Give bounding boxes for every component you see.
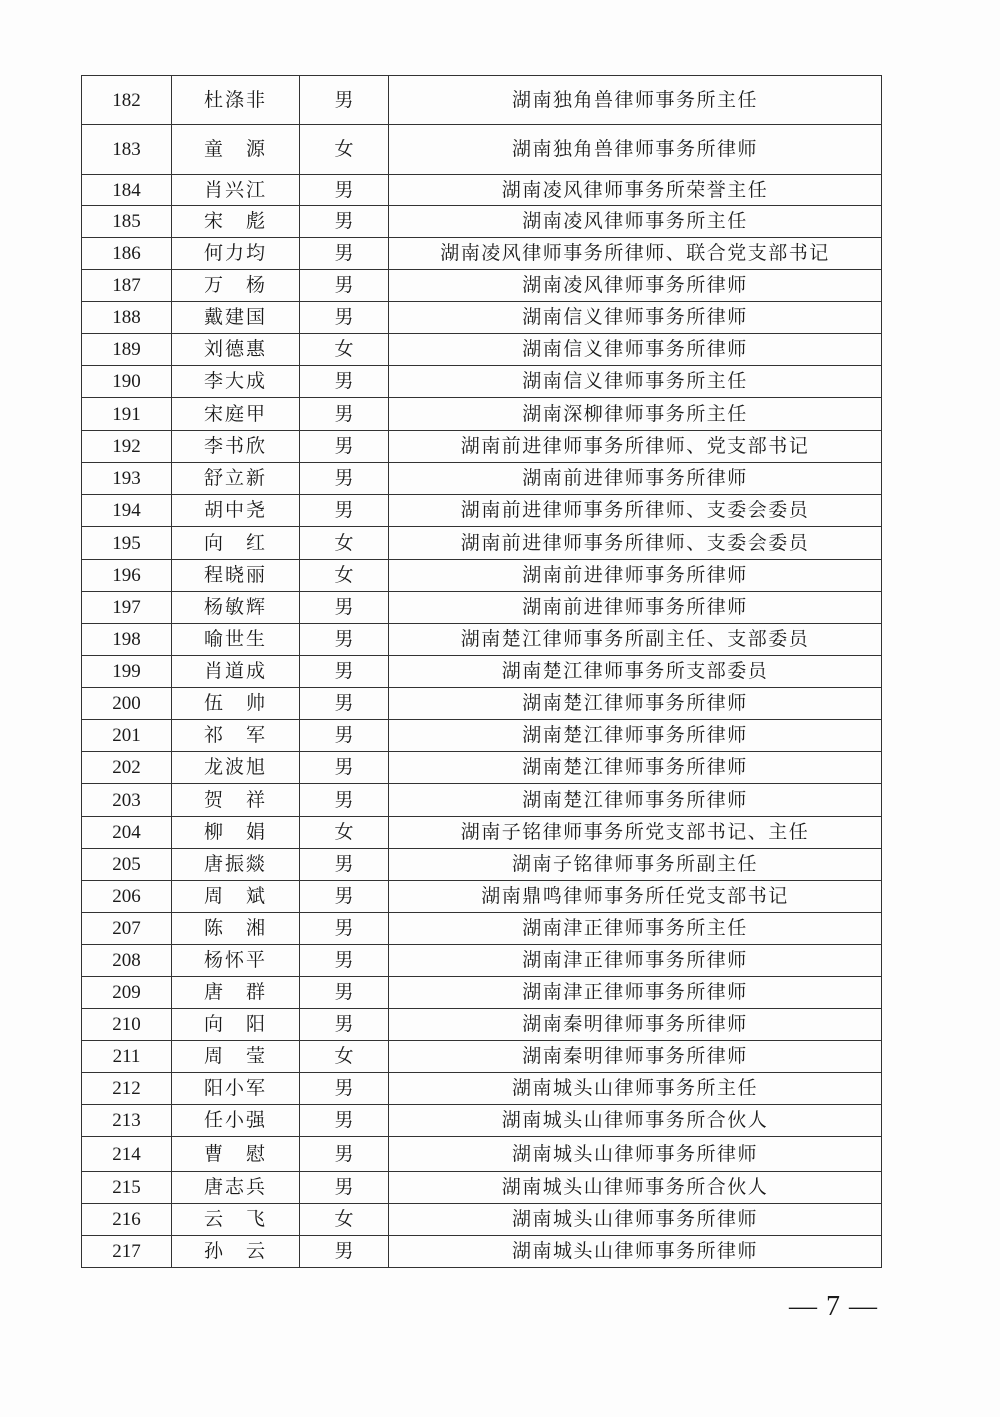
gender: 男 bbox=[300, 784, 389, 817]
table-row bbox=[82, 1172, 882, 1204]
person-name: 喻世生 bbox=[172, 624, 300, 656]
gender: 男 bbox=[300, 302, 389, 334]
position-title: 湖南前进律师事务所律师、支委会委员 bbox=[389, 495, 882, 527]
row-number: 207 bbox=[82, 913, 172, 945]
position-title: 湖南信义律师事务所律师 bbox=[389, 334, 882, 366]
gender: 男 bbox=[300, 881, 389, 913]
person-name: 童 源 bbox=[172, 125, 300, 175]
gender: 男 bbox=[300, 1137, 389, 1172]
position-title: 湖南津正律师事务所律师 bbox=[389, 977, 882, 1009]
position-title: 湖南独角兽律师事务所主任 bbox=[389, 76, 882, 125]
gender: 男 bbox=[300, 688, 389, 720]
position-title: 湖南前进律师事务所律师 bbox=[389, 463, 882, 495]
person-name: 肖道成 bbox=[172, 656, 300, 688]
position-title: 湖南楚江律师事务所律师 bbox=[389, 720, 882, 752]
row-number: 197 bbox=[82, 592, 172, 624]
person-name: 李书欣 bbox=[172, 431, 300, 463]
gender: 女 bbox=[300, 334, 389, 366]
person-name: 唐 群 bbox=[172, 977, 300, 1009]
person-name: 刘德惠 bbox=[172, 334, 300, 366]
table-row bbox=[82, 688, 882, 720]
gender: 男 bbox=[300, 398, 389, 431]
person-name: 万 杨 bbox=[172, 270, 300, 302]
person-name: 舒立新 bbox=[172, 463, 300, 495]
table-row bbox=[82, 302, 882, 334]
person-name: 唐志兵 bbox=[172, 1172, 300, 1204]
person-name: 杨敏辉 bbox=[172, 592, 300, 624]
person-name: 宋 彪 bbox=[172, 206, 300, 238]
table-row bbox=[82, 752, 882, 784]
row-number: 187 bbox=[82, 270, 172, 302]
gender: 女 bbox=[300, 125, 389, 175]
row-number: 192 bbox=[82, 431, 172, 463]
table-row bbox=[82, 238, 882, 270]
row-number: 190 bbox=[82, 366, 172, 398]
person-name: 周 斌 bbox=[172, 881, 300, 913]
person-name: 阳小军 bbox=[172, 1073, 300, 1105]
position-title: 湖南秦明律师事务所律师 bbox=[389, 1009, 882, 1041]
gender: 男 bbox=[300, 752, 389, 784]
person-name: 柳 娟 bbox=[172, 817, 300, 849]
person-name: 云 飞 bbox=[172, 1204, 300, 1236]
row-number: 193 bbox=[82, 463, 172, 495]
gender: 男 bbox=[300, 1236, 389, 1268]
table-row bbox=[82, 334, 882, 366]
row-number: 189 bbox=[82, 334, 172, 366]
gender: 男 bbox=[300, 431, 389, 463]
gender: 女 bbox=[300, 560, 389, 592]
position-title: 湖南子铭律师事务所党支部书记、主任 bbox=[389, 817, 882, 849]
row-number: 200 bbox=[82, 688, 172, 720]
table-row bbox=[82, 398, 882, 431]
gender: 男 bbox=[300, 206, 389, 238]
table-row bbox=[82, 720, 882, 752]
table-row bbox=[82, 1137, 882, 1172]
gender: 男 bbox=[300, 977, 389, 1009]
row-number: 216 bbox=[82, 1204, 172, 1236]
row-number: 217 bbox=[82, 1236, 172, 1268]
person-name: 杜涤非 bbox=[172, 76, 300, 125]
row-number: 212 bbox=[82, 1073, 172, 1105]
person-name: 曹 慰 bbox=[172, 1137, 300, 1172]
person-name: 陈 湘 bbox=[172, 913, 300, 945]
position-title: 湖南鼎鸣律师事务所任党支部书记 bbox=[389, 881, 882, 913]
gender: 男 bbox=[300, 624, 389, 656]
position-title: 湖南凌风律师事务所律师 bbox=[389, 270, 882, 302]
table-row bbox=[82, 592, 882, 624]
person-name: 伍 帅 bbox=[172, 688, 300, 720]
gender: 男 bbox=[300, 463, 389, 495]
position-title: 湖南城头山律师事务所律师 bbox=[389, 1204, 882, 1236]
row-number: 194 bbox=[82, 495, 172, 527]
table-row bbox=[82, 366, 882, 398]
table-row bbox=[82, 1105, 882, 1137]
gender: 男 bbox=[300, 366, 389, 398]
gender: 男 bbox=[300, 849, 389, 881]
table-row bbox=[82, 495, 882, 527]
person-name: 唐振燚 bbox=[172, 849, 300, 881]
gender: 男 bbox=[300, 945, 389, 977]
row-number: 210 bbox=[82, 1009, 172, 1041]
page-number: — 7 — bbox=[789, 1291, 878, 1322]
gender: 女 bbox=[300, 1041, 389, 1073]
person-name: 宋庭甲 bbox=[172, 398, 300, 431]
position-title: 湖南凌风律师事务所荣誉主任 bbox=[389, 175, 882, 206]
table-row bbox=[82, 1236, 882, 1268]
table-row bbox=[82, 463, 882, 495]
gender: 男 bbox=[300, 238, 389, 270]
gender: 男 bbox=[300, 270, 389, 302]
row-number: 204 bbox=[82, 817, 172, 849]
table-row bbox=[82, 270, 882, 302]
row-number: 188 bbox=[82, 302, 172, 334]
gender: 男 bbox=[300, 1172, 389, 1204]
position-title: 湖南前进律师事务所律师、支委会委员 bbox=[389, 527, 882, 560]
row-number: 202 bbox=[82, 752, 172, 784]
gender: 女 bbox=[300, 1204, 389, 1236]
person-name: 向 红 bbox=[172, 527, 300, 560]
position-title: 湖南楚江律师事务所律师 bbox=[389, 688, 882, 720]
table-row bbox=[82, 913, 882, 945]
position-title: 湖南秦明律师事务所律师 bbox=[389, 1041, 882, 1073]
gender: 男 bbox=[300, 175, 389, 206]
position-title: 湖南独角兽律师事务所律师 bbox=[389, 125, 882, 175]
row-number: 182 bbox=[82, 76, 172, 125]
table-row bbox=[82, 881, 882, 913]
table-row bbox=[82, 1009, 882, 1041]
row-number: 213 bbox=[82, 1105, 172, 1137]
position-title: 湖南城头山律师事务所合伙人 bbox=[389, 1105, 882, 1137]
row-number: 203 bbox=[82, 784, 172, 817]
position-title: 湖南凌风律师事务所主任 bbox=[389, 206, 882, 238]
row-number: 215 bbox=[82, 1172, 172, 1204]
row-number: 205 bbox=[82, 849, 172, 881]
row-number: 198 bbox=[82, 624, 172, 656]
position-title: 湖南城头山律师事务所合伙人 bbox=[389, 1172, 882, 1204]
table-row bbox=[82, 206, 882, 238]
roster-body bbox=[82, 76, 882, 1268]
row-number: 184 bbox=[82, 175, 172, 206]
gender: 男 bbox=[300, 1105, 389, 1137]
position-title: 湖南楚江律师事务所副主任、支部委员 bbox=[389, 624, 882, 656]
position-title: 湖南信义律师事务所律师 bbox=[389, 302, 882, 334]
position-title: 湖南楚江律师事务所支部委员 bbox=[389, 656, 882, 688]
table-row bbox=[82, 1041, 882, 1073]
gender: 男 bbox=[300, 720, 389, 752]
person-name: 肖兴江 bbox=[172, 175, 300, 206]
person-name: 何力均 bbox=[172, 238, 300, 270]
table-row bbox=[82, 817, 882, 849]
gender: 男 bbox=[300, 1009, 389, 1041]
gender: 男 bbox=[300, 76, 389, 125]
position-title: 湖南凌风律师事务所律师、联合党支部书记 bbox=[389, 238, 882, 270]
position-title: 湖南深柳律师事务所主任 bbox=[389, 398, 882, 431]
row-number: 208 bbox=[82, 945, 172, 977]
person-name: 程晓丽 bbox=[172, 560, 300, 592]
position-title: 湖南楚江律师事务所律师 bbox=[389, 752, 882, 784]
person-name: 贺 祥 bbox=[172, 784, 300, 817]
row-number: 186 bbox=[82, 238, 172, 270]
table-row bbox=[82, 849, 882, 881]
position-title: 湖南城头山律师事务所律师 bbox=[389, 1236, 882, 1268]
row-number: 211 bbox=[82, 1041, 172, 1073]
position-title: 湖南前进律师事务所律师 bbox=[389, 560, 882, 592]
person-name: 胡中尧 bbox=[172, 495, 300, 527]
person-name: 祁 军 bbox=[172, 720, 300, 752]
table-row bbox=[82, 527, 882, 560]
person-name: 任小强 bbox=[172, 1105, 300, 1137]
table-row bbox=[82, 945, 882, 977]
person-name: 孙 云 bbox=[172, 1236, 300, 1268]
roster-table bbox=[81, 75, 882, 1268]
table-row bbox=[82, 656, 882, 688]
person-name: 龙波旭 bbox=[172, 752, 300, 784]
row-number: 185 bbox=[82, 206, 172, 238]
position-title: 湖南信义律师事务所主任 bbox=[389, 366, 882, 398]
person-name: 戴建国 bbox=[172, 302, 300, 334]
gender: 男 bbox=[300, 656, 389, 688]
position-title: 湖南城头山律师事务所律师 bbox=[389, 1137, 882, 1172]
table-row bbox=[82, 1204, 882, 1236]
position-title: 湖南津正律师事务所律师 bbox=[389, 945, 882, 977]
gender: 女 bbox=[300, 527, 389, 560]
table-row bbox=[82, 624, 882, 656]
row-number: 201 bbox=[82, 720, 172, 752]
position-title: 湖南城头山律师事务所主任 bbox=[389, 1073, 882, 1105]
person-name: 李大成 bbox=[172, 366, 300, 398]
table-row bbox=[82, 560, 882, 592]
table-row bbox=[82, 977, 882, 1009]
row-number: 209 bbox=[82, 977, 172, 1009]
row-number: 214 bbox=[82, 1137, 172, 1172]
gender: 男 bbox=[300, 592, 389, 624]
position-title: 湖南津正律师事务所主任 bbox=[389, 913, 882, 945]
person-name: 周 莹 bbox=[172, 1041, 300, 1073]
row-number: 199 bbox=[82, 656, 172, 688]
position-title: 湖南子铭律师事务所副主任 bbox=[389, 849, 882, 881]
table-row bbox=[82, 431, 882, 463]
gender: 男 bbox=[300, 913, 389, 945]
row-number: 206 bbox=[82, 881, 172, 913]
table-row bbox=[82, 125, 882, 175]
gender: 男 bbox=[300, 495, 389, 527]
table-row bbox=[82, 1073, 882, 1105]
position-title: 湖南楚江律师事务所律师 bbox=[389, 784, 882, 817]
row-number: 195 bbox=[82, 527, 172, 560]
person-name: 杨怀平 bbox=[172, 945, 300, 977]
table-row bbox=[82, 175, 882, 206]
position-title: 湖南前进律师事务所律师、党支部书记 bbox=[389, 431, 882, 463]
row-number: 183 bbox=[82, 125, 172, 175]
position-title: 湖南前进律师事务所律师 bbox=[389, 592, 882, 624]
table-row bbox=[82, 76, 882, 125]
row-number: 191 bbox=[82, 398, 172, 431]
person-name: 向 阳 bbox=[172, 1009, 300, 1041]
gender: 女 bbox=[300, 817, 389, 849]
table-row bbox=[82, 784, 882, 817]
row-number: 196 bbox=[82, 560, 172, 592]
gender: 男 bbox=[300, 1073, 389, 1105]
